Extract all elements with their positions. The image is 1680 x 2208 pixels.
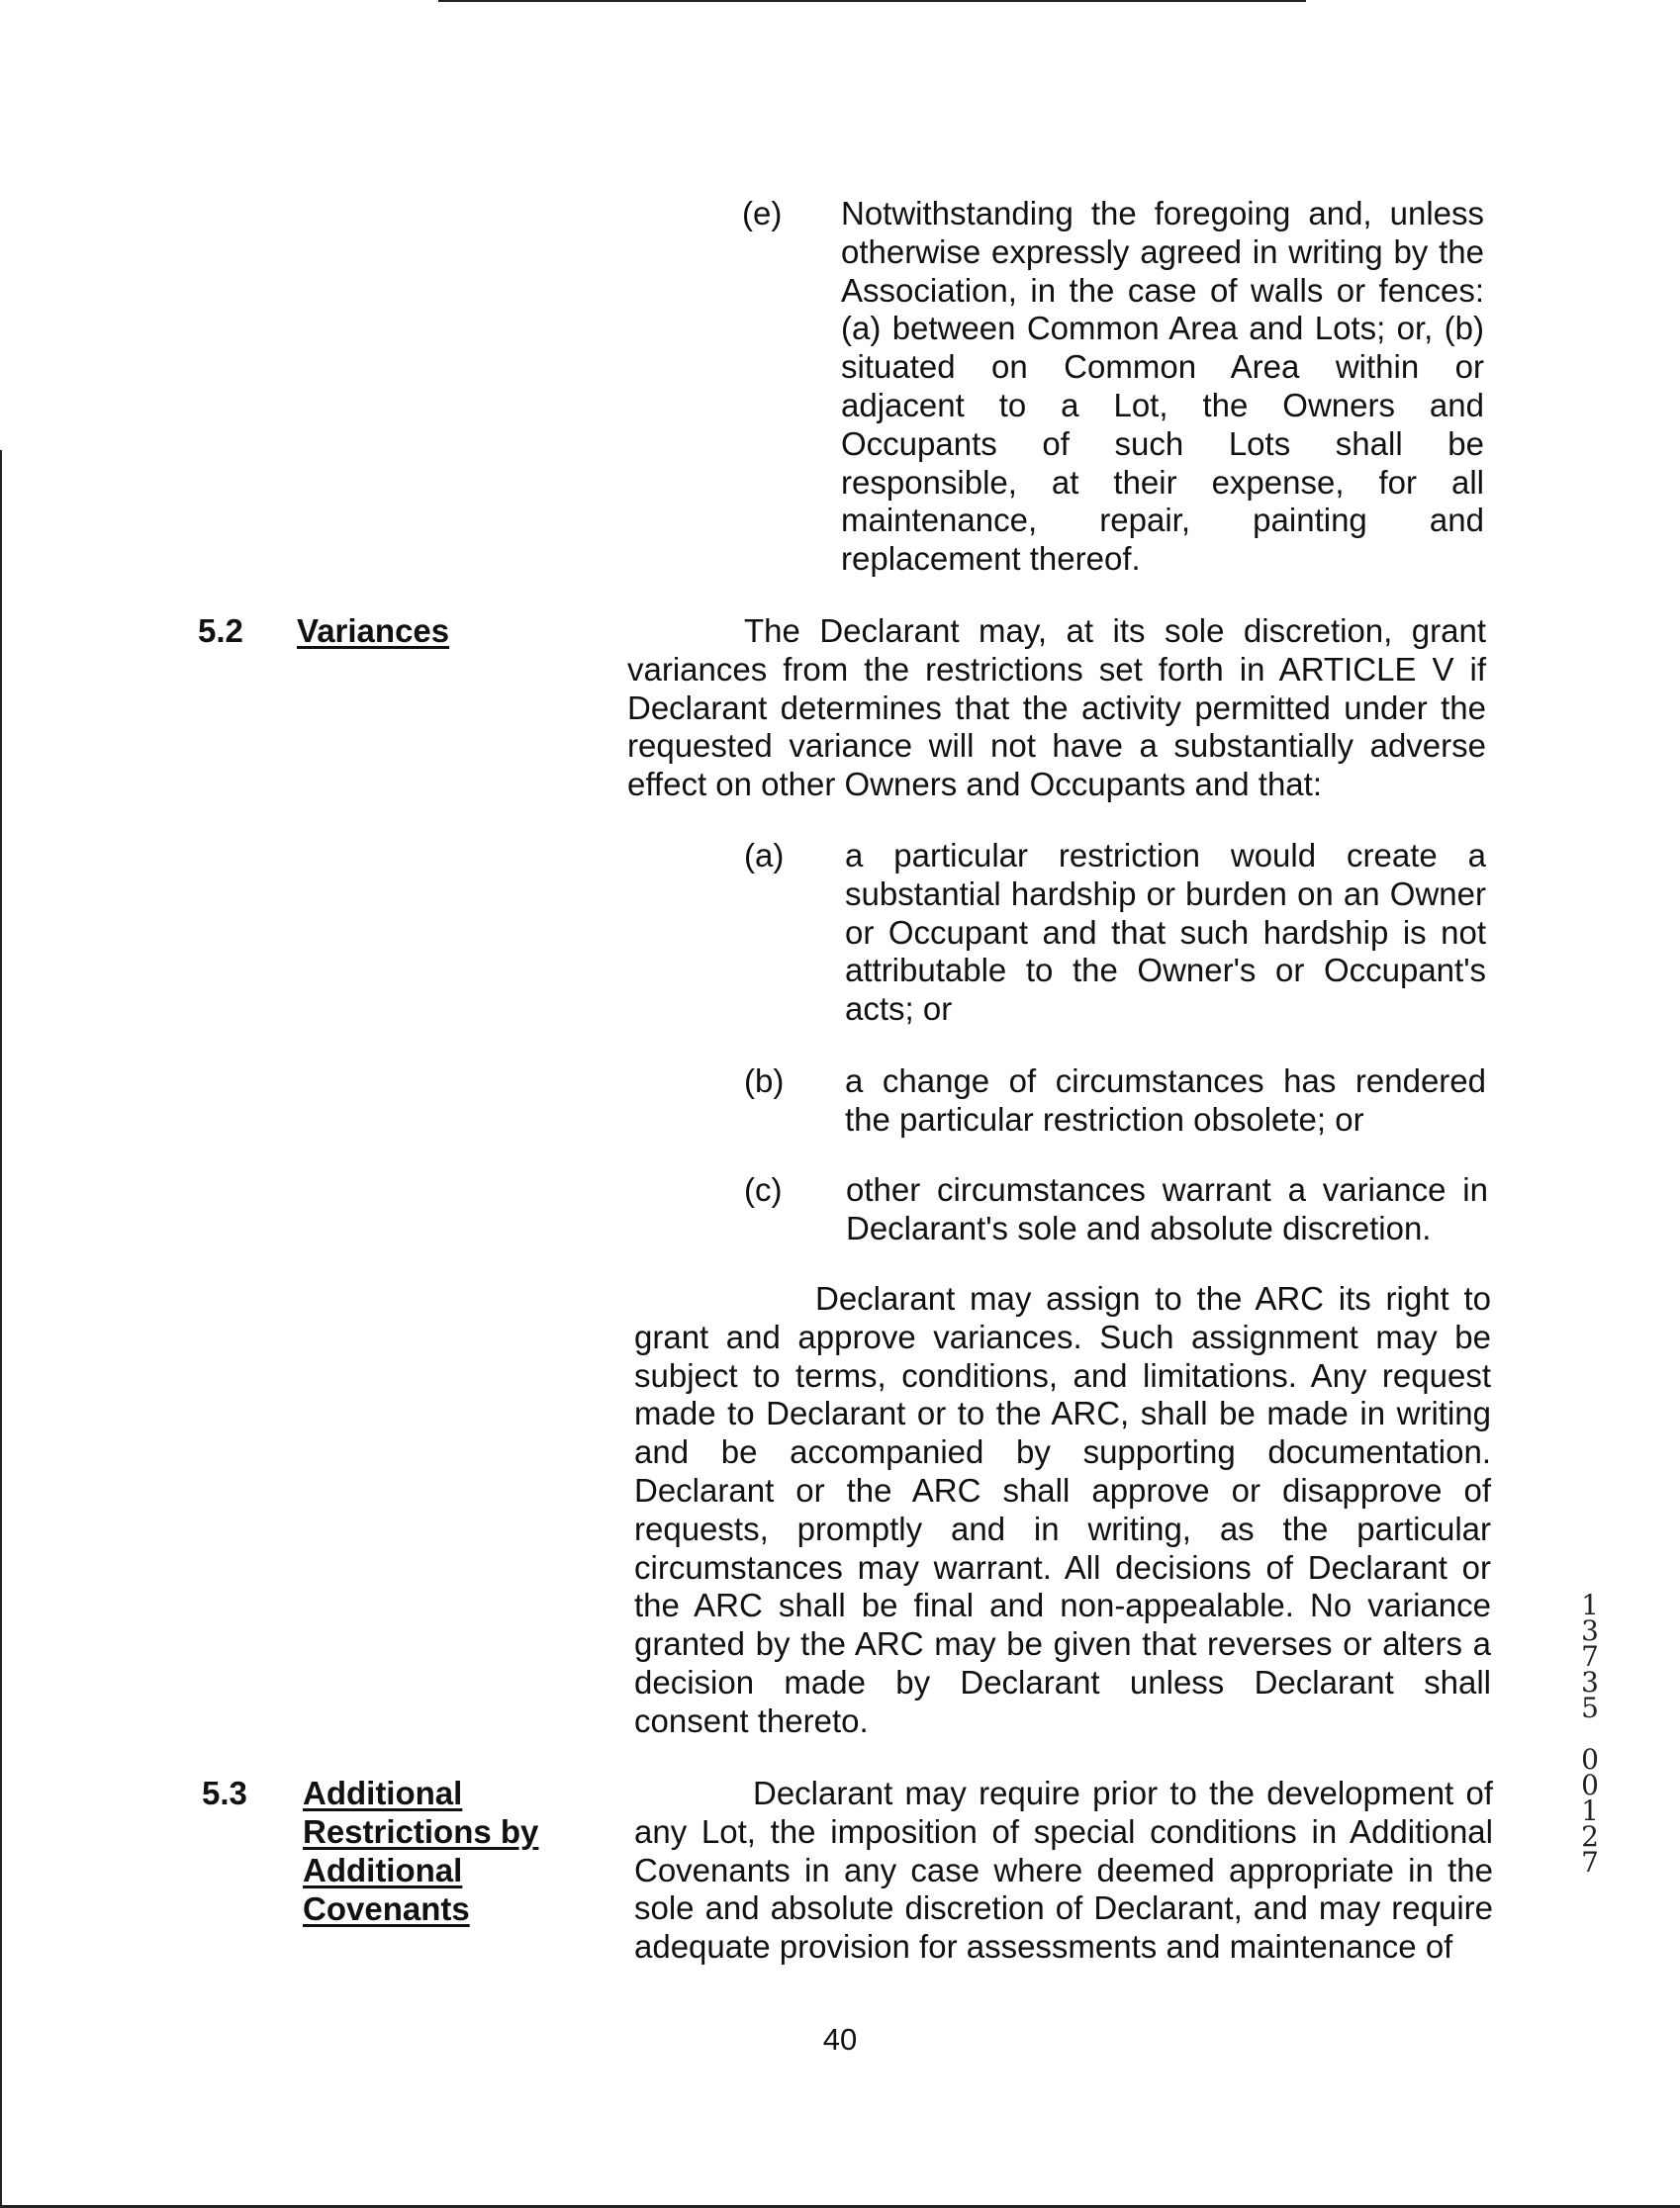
text-line: subject to terms, conditions, and limitations. Any request [634, 1356, 1491, 1394]
text-line: decision made by Declarant unless Declarant shall [634, 1663, 1491, 1701]
text-line: Declarant may assign to the ARC its right to [815, 1280, 1491, 1317]
text-line: adjacent to a Lot, the Owners and [841, 386, 1484, 423]
section-5-2-number: 5.2 [198, 612, 243, 649]
text-line: replacement thereof. [841, 540, 1141, 578]
section-5-3-title-line-2: Restrictions by [303, 1813, 539, 1850]
text-line: Declarant determines that the activity permitted under the [627, 689, 1486, 726]
stamp-digit: 3 [1581, 1666, 1599, 1699]
text-line: consent thereto. [634, 1702, 869, 1739]
text-line: any Lot, the imposition of special conditions in Additional [634, 1812, 1493, 1850]
scan-border-top [438, 0, 1306, 2]
text-line: circumstances may warrant. All decisions of Declarant or [634, 1548, 1491, 1586]
stamp-digit: 7 [1581, 1846, 1599, 1879]
section-5-2-intro-paragraph [627, 612, 1486, 804]
text-line: and be accompanied by supporting documentation. [634, 1433, 1491, 1471]
stamp-digit: 0 [1581, 1769, 1599, 1801]
section-5-3-title-line-4: Covenants [303, 1890, 470, 1927]
section-5-2-closing-paragraph [634, 1280, 1491, 1741]
stamp-digit: 2 [1581, 1820, 1599, 1853]
text-line: adequate provision for assessments and maintenance of [634, 1928, 1453, 1966]
section-5-2-title: Variances [297, 612, 450, 649]
text-line: variances from the restrictions set forth in ARTICLE V if [627, 650, 1486, 688]
text-line: requests, promptly and in writing, as the particular [634, 1510, 1491, 1547]
text-line: substantial hardship or burden on an Owner [845, 874, 1486, 912]
text-line: made to Declarant or to the ARC, shall be made in writing [634, 1395, 1491, 1432]
text-line: effect on other Owners and Occupants and that: [627, 766, 1322, 803]
text-line: sole and absolute discretion of Declarant, and may require [634, 1889, 1493, 1927]
section-5-3-title-line-3: Additional [303, 1852, 463, 1888]
item-b-paragraph [845, 1062, 1486, 1140]
text-line: acts; or [845, 990, 953, 1028]
stamp-digit: 3 [1581, 1614, 1599, 1647]
section-5-3-title-line-1: Additional [303, 1775, 463, 1811]
text-line: a particular restriction would create a [845, 837, 1486, 874]
text-line: a change of circumstances has rendered [845, 1062, 1486, 1099]
item-c-paragraph [846, 1171, 1488, 1248]
text-line: other circumstances warrant a variance in [846, 1171, 1488, 1208]
item-a-label: (a) [744, 837, 785, 874]
item-e-label: (e) [742, 195, 783, 231]
section-5-3-number: 5.3 [202, 1775, 247, 1811]
scan-border-left [0, 450, 2, 2208]
text-line: grant and approve variances. Such assignment may be [634, 1318, 1491, 1355]
section-5-3-paragraph [634, 1775, 1493, 1967]
stamp-digit: 1 [1581, 1589, 1599, 1621]
stamp-digit: 0 [1581, 1743, 1599, 1776]
text-line: Association, in the case of walls or fences: [841, 271, 1484, 309]
text-line: situated on Common Area within or [841, 348, 1484, 386]
text-line: Declarant may require prior to the development of [753, 1775, 1493, 1811]
item-e-paragraph [841, 195, 1484, 579]
item-a-paragraph [845, 837, 1486, 1029]
text-line: Declarant or the ARC shall approve or disapprove of [634, 1471, 1491, 1509]
text-line: Declarant's sole and absolute discretion. [846, 1209, 1432, 1246]
stamp-digit: 7 [1581, 1640, 1599, 1673]
text-line: Occupants of such Lots shall be [841, 424, 1484, 462]
text-line: (a) between Common Area and Lots; or, (b) [841, 310, 1484, 347]
text-line: The Declarant may, at its sole discretion, grant [744, 612, 1486, 649]
text-line: maintenance, repair, painting and [841, 502, 1484, 539]
text-line: or Occupant and that such hardship is not [845, 913, 1486, 951]
text-line: the ARC shall be final and non-appealable. No variance [634, 1587, 1491, 1624]
text-line: requested variance will not have a substantially adverse [627, 727, 1486, 765]
page-number: 40 [822, 2022, 858, 2057]
text-line: Covenants in any case where deemed appropriate in the [634, 1851, 1493, 1888]
stamp-digit: 5 [1581, 1692, 1599, 1724]
text-line: attributable to the Owner's or Occupant's [845, 952, 1486, 989]
text-line: granted by the ARC may be given that reverses or alters a [634, 1625, 1491, 1663]
text-line: Notwithstanding the foregoing and, unless [841, 195, 1484, 231]
stamp-digit: 1 [1581, 1794, 1599, 1827]
item-c-label: (c) [744, 1171, 783, 1208]
margin-document-stamp [1577, 1589, 1603, 1879]
text-line: the particular restriction obsolete; or [845, 1100, 1364, 1138]
text-line: responsible, at their expense, for all [841, 463, 1484, 501]
text-line: otherwise expressly agreed in writing by the [841, 232, 1484, 270]
item-b-label: (b) [744, 1062, 785, 1099]
